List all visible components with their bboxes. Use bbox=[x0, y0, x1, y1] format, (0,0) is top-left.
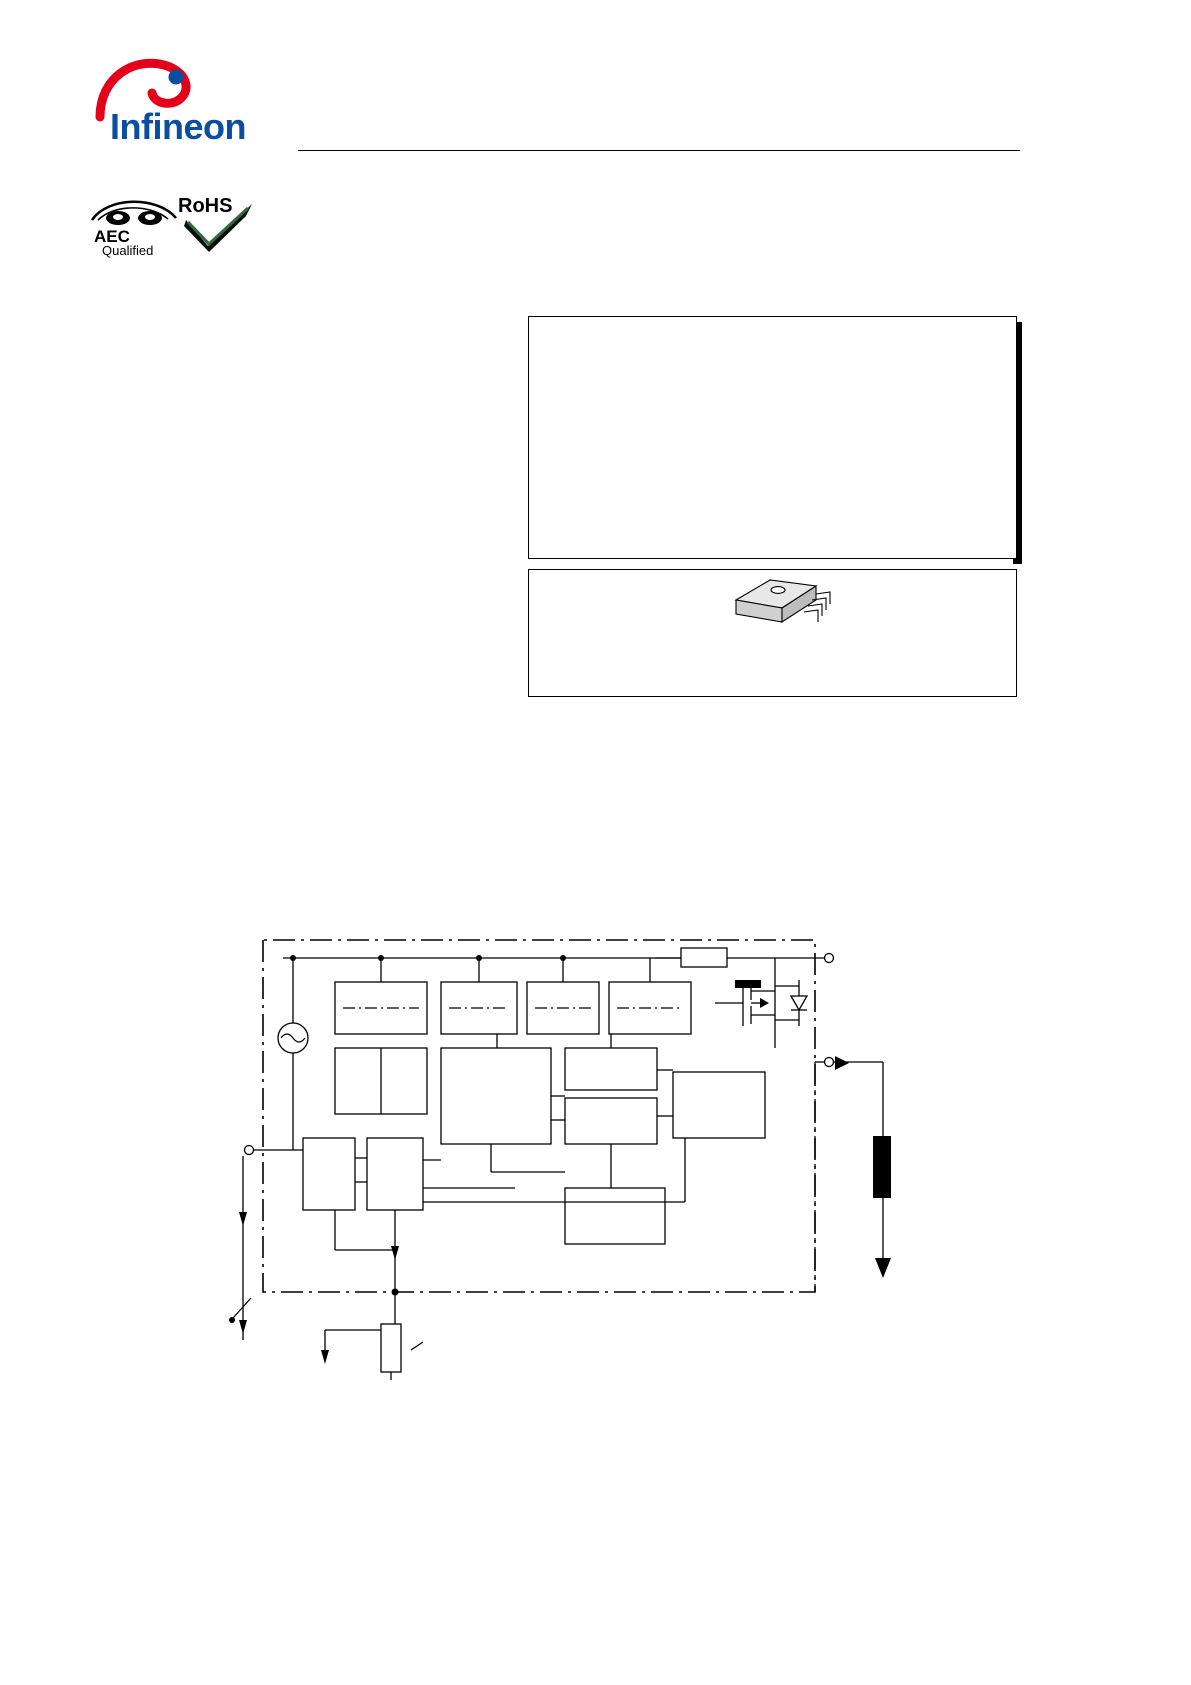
rohs-badge bbox=[178, 190, 256, 252]
aec-badge-line1: AEC bbox=[94, 227, 130, 246]
rohs-badge-label: RoHS bbox=[178, 195, 233, 217]
header-divider bbox=[298, 150, 1020, 151]
qualification-badges bbox=[88, 190, 253, 262]
feature-description-text bbox=[529, 317, 1016, 337]
aec-qualified-badge bbox=[88, 190, 183, 258]
svg-text:Infineon: Infineon bbox=[110, 106, 246, 143]
package-drawing bbox=[730, 572, 840, 634]
infineon-logo bbox=[88, 55, 288, 143]
functional-block-diagram bbox=[215, 920, 915, 1380]
feature-description-box bbox=[528, 316, 1017, 559]
aec-badge-line2: Qualified bbox=[102, 243, 154, 258]
